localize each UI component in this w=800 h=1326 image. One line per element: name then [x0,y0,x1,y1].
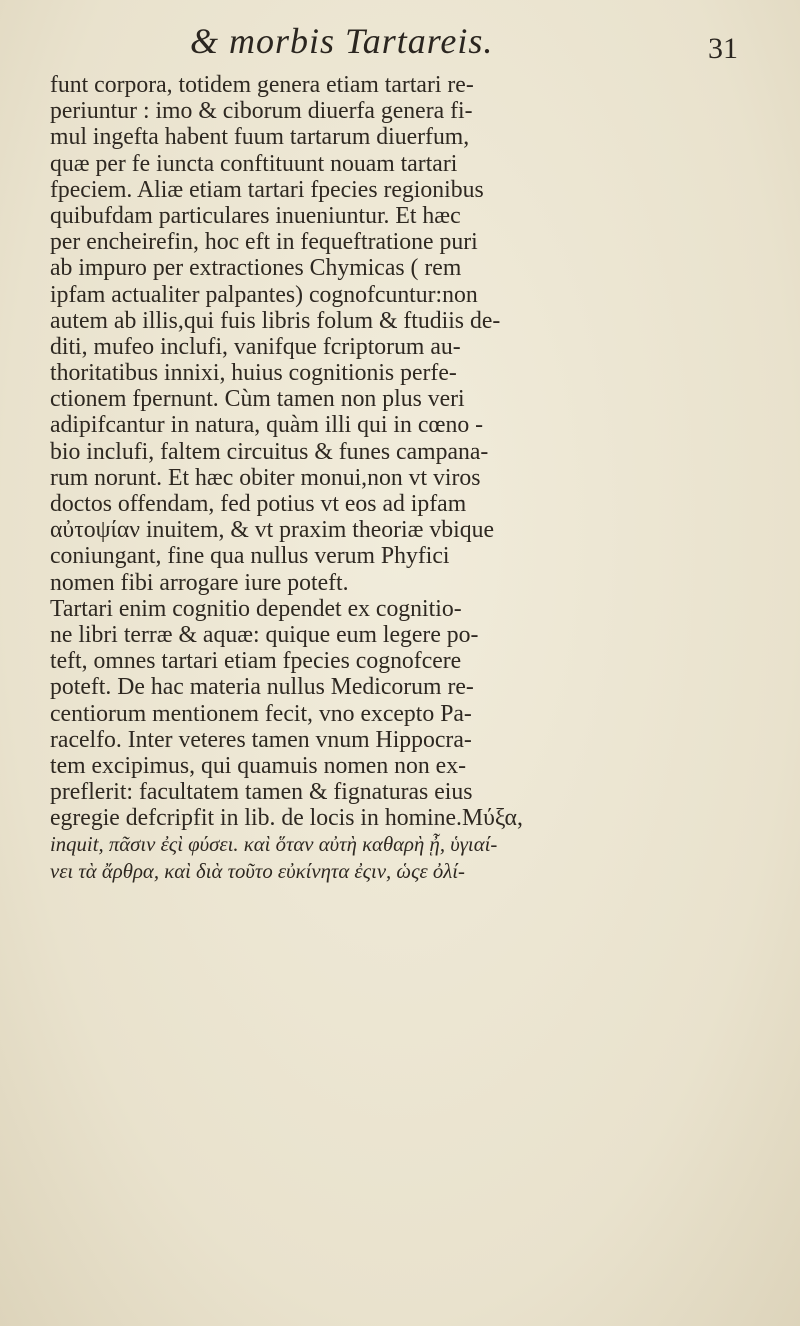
text-line: νει τὰ ἄρθρα, καὶ διὰ τοῦτο εὐκίνητα ἐςιν, ὡςε ὀλί- [50,858,465,883]
body-text [50,72,770,884]
text-line: diti, mufeo inclufi, vanifque fcriptorum au- [50,333,461,360]
text-line: ne libri terræ & aquæ: quique eum legere po- [50,621,479,648]
text-line: quæ per fe iuncta conftituunt nouam tartari [50,150,458,177]
text-line: ab impuro per extractiones Chymicas ( rem [50,255,462,282]
text-line: thoritatibus innixi, huius cognitionis perfe- [50,360,457,387]
text-line: adipifcantur in natura, quàm illi qui in cœno - [50,412,484,439]
text-line: Tartari enim cognitio dependet ex cognitio- [50,595,462,622]
text-line: teft, omnes tartari etiam fpecies cognofcere [50,648,462,675]
text-line: centiorum mentionem fecit, vno excepto Pa- [50,700,472,727]
text-line: poteft. De hac materia nullus Medicorum re- [50,674,474,701]
running-head: & morbis Tartareis. [190,21,494,61]
text-line: preflerit: facultatem tamen & fignaturas eius [50,779,473,806]
text-line: tem excipimus, qui quamuis nomen non ex- [50,752,466,779]
text-line: funt corpora, totidem genera etiam tartari re- [50,72,474,98]
text-line: fpeciem. Aliæ etiam tartari fpecies regionibus [50,176,484,203]
text-line: nomen fibi arrogare iure poteft. [50,569,349,596]
text-line: ctionem fpernunt. Cùm tamen non plus veri [50,386,465,413]
text-line: doctos offendam, fed potius vt eos ad ipfam [50,491,467,517]
text-line: racelfo. Inter veteres tamen vnum Hippocra- [50,726,472,753]
text-line: periuntur : imo & ciborum diuerfa genera fi- [50,98,473,125]
page-header [0,14,800,70]
text-line: ipfam actualiter palpantes) cognofcuntur:non [50,281,478,308]
text-line: quibufdam particulares inueniuntur. Et hæc [50,202,461,229]
text-line: egregie defcripfit in lib. de locis in homine.Μύξα, [50,805,523,832]
text-line: bio inclufi, faltem circuitus & funes campana- [50,438,489,465]
text-line: coniungant, fine qua nullus verum Phyfici [50,543,450,570]
text-line: autem ab illis,qui fuis libris folum & ftudiis de- [50,307,501,334]
page-number: 31 [708,32,738,65]
text-line: per encheirefin, hoc eft in fequeftratione puri [50,229,478,256]
text-line: αὐτοψίαν inuitem, & vt praxim theoriæ vbique [50,517,495,544]
text-line: inquit, πᾶσιν ἐςὶ φύσει. καὶ ὅταν αὐτὴ καθαρὴ ᾖ, ὑγιαί- [50,832,498,857]
text-line: mul ingefta habent fuum tartarum diuerfum, [50,124,470,151]
text-line: rum norunt. Et hæc obiter monui,non vt viros [50,464,481,491]
